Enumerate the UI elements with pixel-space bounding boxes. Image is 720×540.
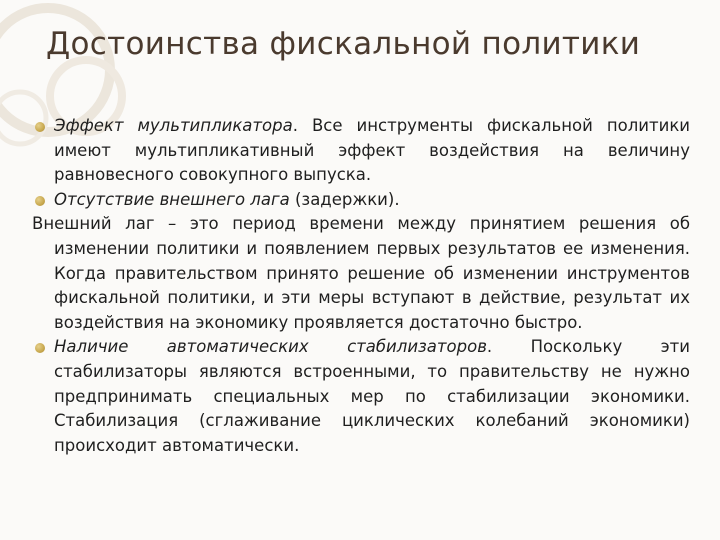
list-item-stabilizers [32,335,690,458]
list-item-multiplier [32,114,690,188]
item-lead: Наличие автоматических стабилизаторов [54,337,487,357]
bullet-icon [35,122,45,132]
item-lead: Отсутствие внешнего лага [54,189,290,209]
item-text: (задержки). [289,189,400,209]
item-lead: Эффект мультипликатора [54,116,293,135]
bullet-icon [35,196,45,206]
content-body [32,114,690,458]
item-text: . Все инструменты фискальной политики имеют мультипликативный эффект воздействия на величину равновесного совокупного выпуска. [54,116,691,185]
bullet-icon [35,343,45,353]
page-title: Достоинства фискальной политики [46,26,641,62]
paragraph-external-lag: Внешний лаг – это период времени между принятием решения об изменении политики и появлением первых результатов ее изменения. Когда правительством принято решение об изменении инструментов фискальной политики, и эти меры вступают в действие, результат их воздействия на экономику проявляется достаточно быстро. [32,214,690,332]
list-item-no-lag [32,188,690,213]
item-text: . Поскольку эти стабилизаторы являются встроенными, то правительству не нужно предпринимать специальных мер по стабилизации экономики. Стабилизация (сглаживание циклических колебаний экономики) происходит автоматически. [54,337,690,455]
